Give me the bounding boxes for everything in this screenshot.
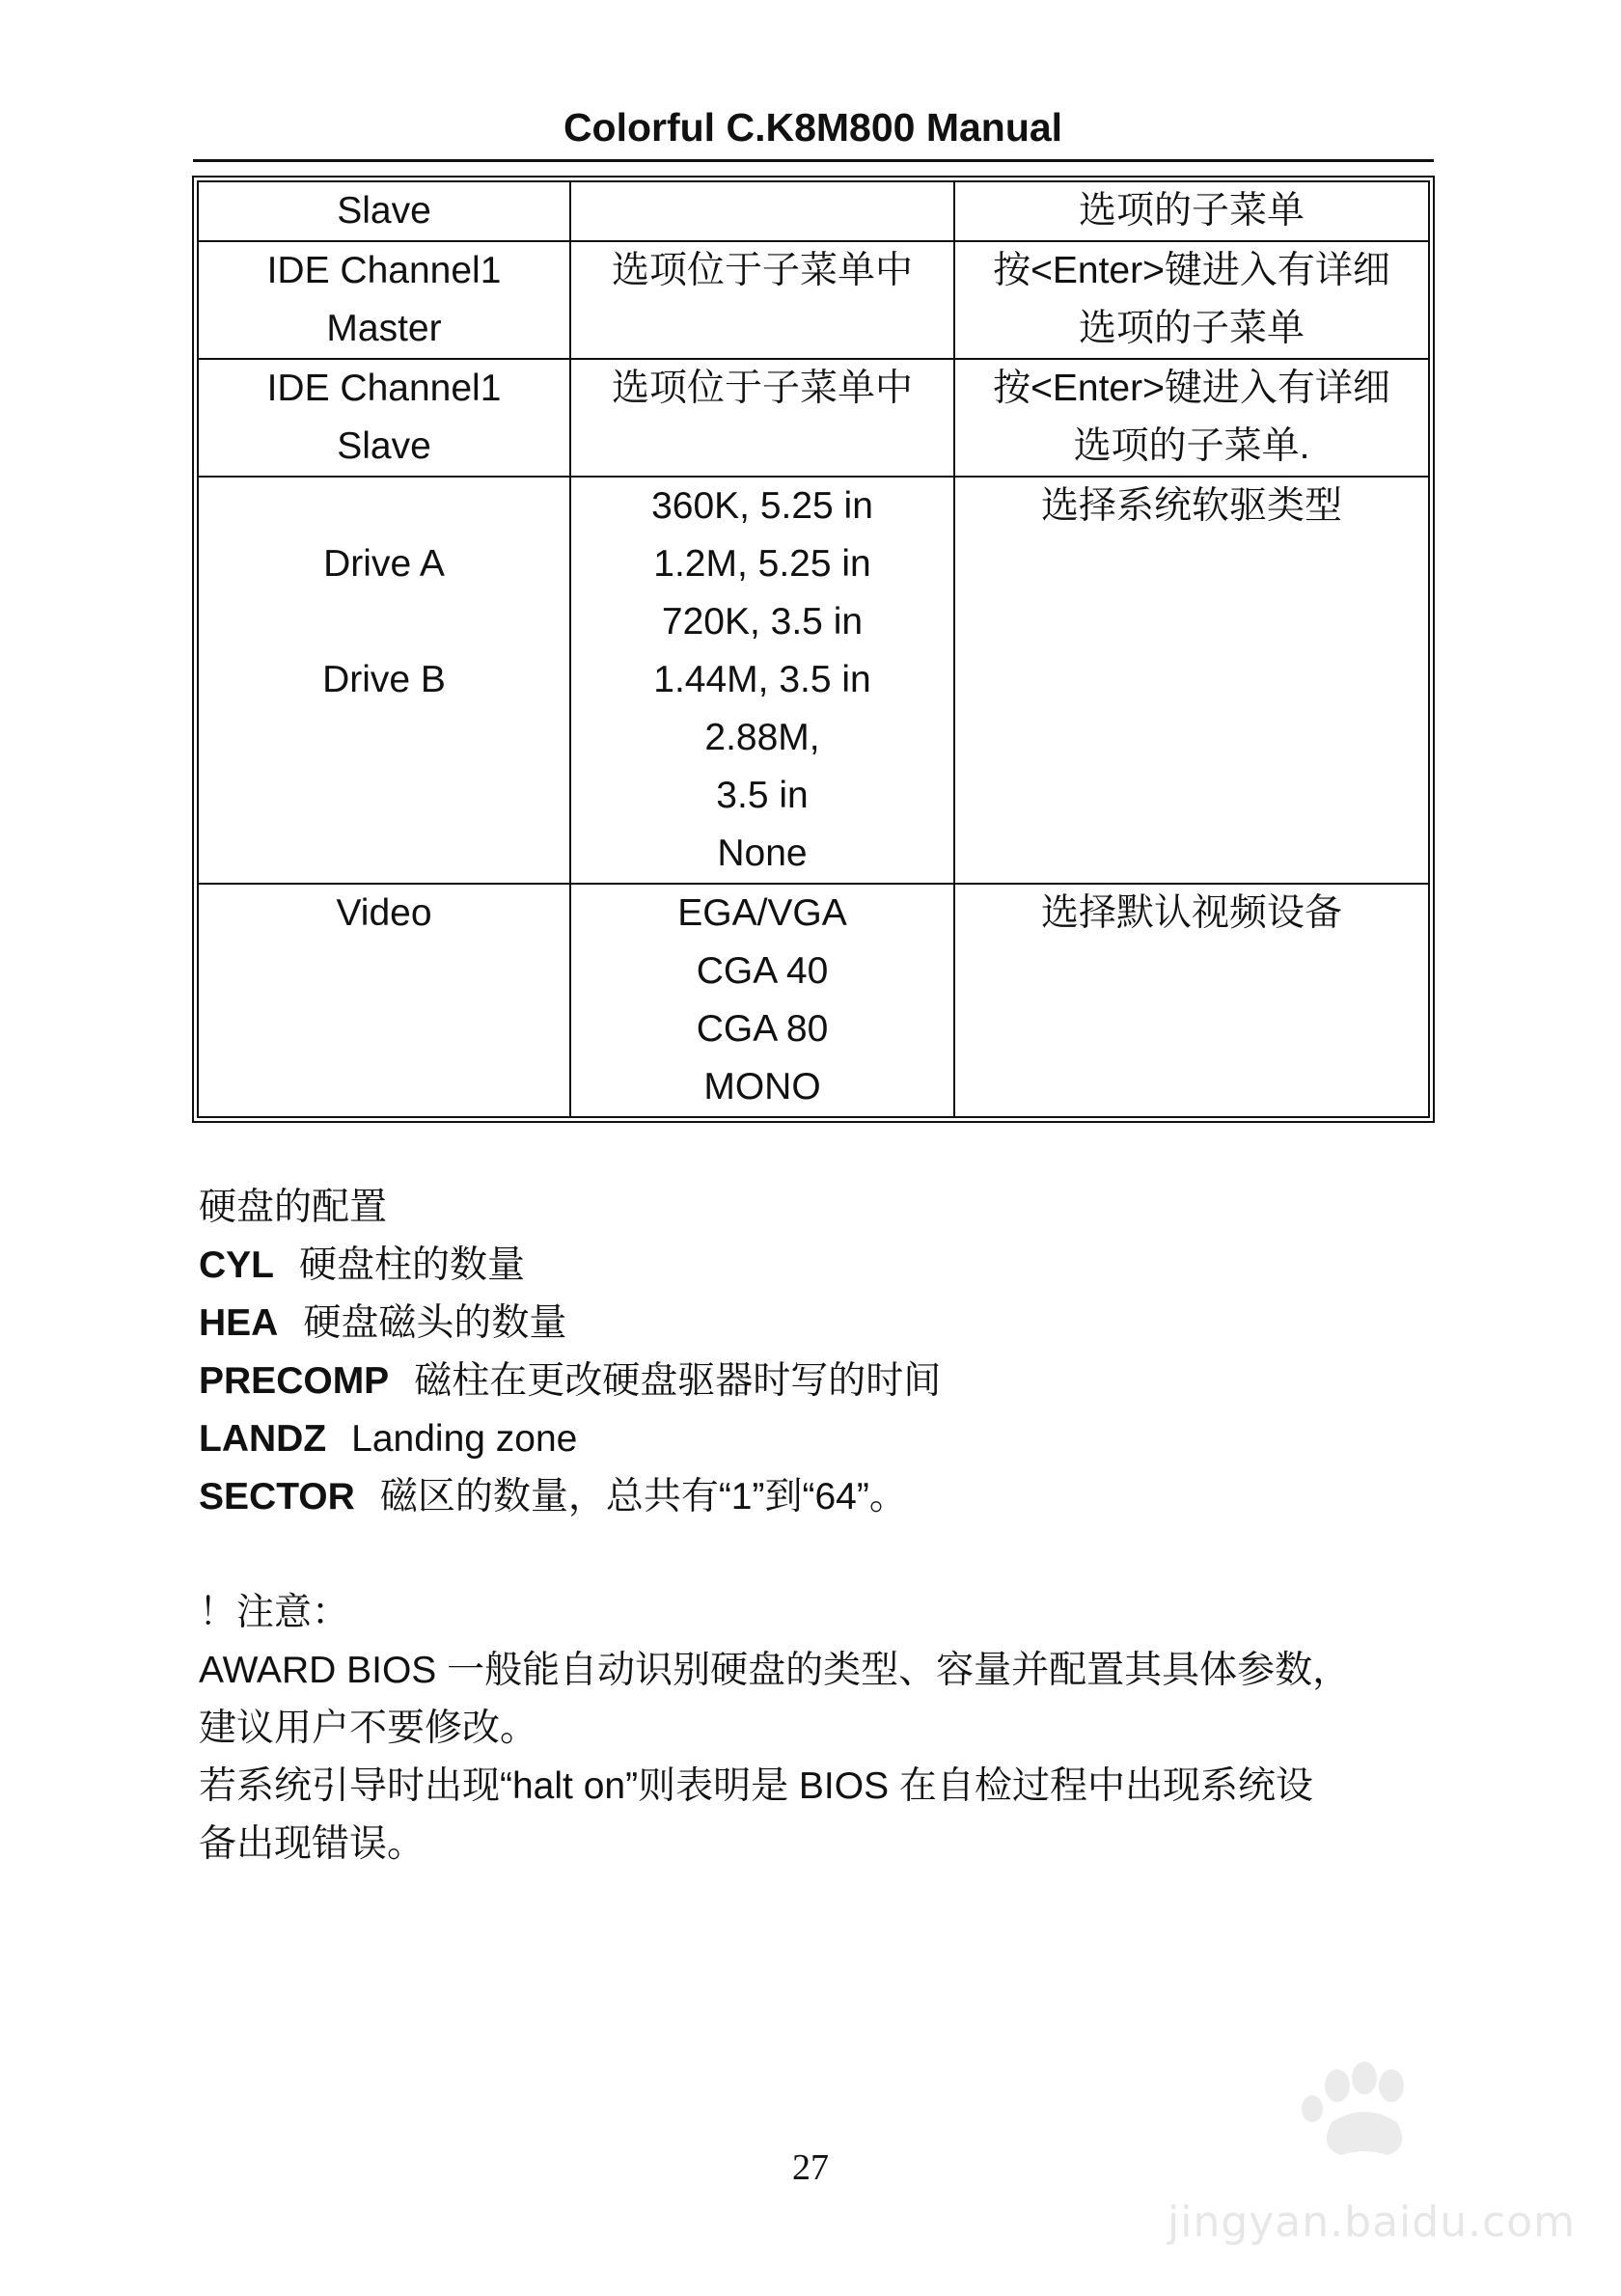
table-cell — [954, 359, 1429, 477]
cell-line: None — [717, 833, 808, 874]
table-cell — [570, 181, 954, 241]
cell-line: 选择系统软驱类型 — [1040, 485, 1342, 527]
cell-line: CGA 40 — [696, 950, 829, 992]
hdd-key: LANDZ — [199, 1418, 327, 1460]
note-title: ！注意： — [199, 1592, 350, 1633]
page-header-title: Colorful C.K8M800 Manual — [563, 105, 1063, 150]
hdd-desc: Landing zone — [351, 1418, 578, 1460]
paw-icon — [1158, 2055, 1563, 2190]
hdd-item-precomp — [199, 1353, 1443, 1410]
hdd-item-sector — [199, 1468, 1443, 1526]
bios-options-table — [192, 176, 1435, 1123]
cell-line: 选项位于子菜单中 — [611, 368, 913, 409]
table-cell — [198, 181, 570, 241]
watermark-url: jingyan.baidu.com — [1168, 2198, 1577, 2247]
cell-line: Drive A — [323, 543, 445, 585]
cell-line: 选择默认视频设备 — [1040, 892, 1342, 934]
header-rule — [193, 159, 1434, 162]
table-cell — [570, 241, 954, 359]
cell-line: 360K, 5.25 in — [651, 485, 873, 527]
cell-line: 选项的子菜单 — [1078, 190, 1305, 232]
table-cell — [198, 884, 570, 1117]
cell-line: MONO — [703, 1066, 821, 1107]
table-cell — [198, 477, 570, 884]
table-row — [198, 241, 1429, 359]
cell-line: Slave — [337, 425, 431, 467]
cell-line: CGA 80 — [696, 1008, 829, 1050]
hdd-desc: 磁区的数量，总共有“1”到“64”。 — [379, 1476, 907, 1517]
hdd-key: CYL — [199, 1244, 274, 1286]
hdd-item-landz — [199, 1410, 1443, 1468]
page-number: 27 — [792, 2147, 829, 2188]
cell-line: 按<Enter>键进入有详细 — [993, 368, 1390, 409]
cell-line: 1.44M, 3.5 in — [653, 659, 871, 700]
hdd-desc: 硬盘柱的数量 — [299, 1244, 526, 1286]
hdd-desc: 硬盘磁头的数量 — [303, 1302, 567, 1344]
table-cell — [954, 884, 1429, 1117]
note-p1-line1: AWARD BIOS 一般能自动识别硬盘的类型、容量并配置其具体参数， — [199, 1650, 1351, 1691]
note-p2-line1: 若系统引导时出现“halt on”则表明是 BIOS 在自检过程中出现系统设 — [199, 1765, 1313, 1807]
hdd-key: PRECOMP — [199, 1360, 390, 1402]
table-row — [198, 181, 1429, 241]
table-cell — [570, 477, 954, 884]
hdd-desc: 磁柱在更改硬盘驱器时写的时间 — [414, 1360, 942, 1402]
table-row — [198, 359, 1429, 477]
spacer — [203, 478, 565, 535]
cell-line: Master — [326, 308, 442, 349]
baidu-jingyan-watermark — [1129, 2055, 1577, 2267]
cell-line: Video — [336, 892, 432, 934]
cell-line: 1.2M, 5.25 in — [653, 543, 871, 585]
hdd-item-hea — [199, 1295, 1443, 1353]
notes-section — [199, 1179, 1443, 1873]
table-cell — [198, 359, 570, 477]
table-cell — [954, 477, 1429, 884]
cell-line: 按<Enter>键进入有详细 — [993, 250, 1390, 291]
cell-line: 选项的子菜单. — [1073, 425, 1310, 467]
table-row — [198, 477, 1429, 884]
hdd-key: HEA — [199, 1302, 279, 1344]
hdd-heading: 硬盘的配置 — [199, 1187, 388, 1228]
cell-line: 选项的子菜单 — [1078, 308, 1305, 349]
cell-line: 2.88M, — [704, 717, 820, 758]
note-p1-line2: 建议用户不要修改。 — [199, 1708, 538, 1749]
hdd-key: SECTOR — [199, 1476, 355, 1517]
cell-line: IDE Channel1 — [266, 368, 502, 409]
cell-line: IDE Channel1 — [266, 250, 502, 291]
table-cell — [570, 884, 954, 1117]
cell-line: 选项位于子菜单中 — [611, 250, 913, 291]
table-cell — [198, 241, 570, 359]
spacer — [199, 1526, 1443, 1584]
table-cell — [954, 181, 1429, 241]
cell-line: Slave — [337, 190, 431, 232]
cell-line: EGA/VGA — [677, 892, 847, 934]
hdd-item-cyl — [199, 1237, 1443, 1295]
table-cell — [954, 241, 1429, 359]
table-row — [198, 884, 1429, 1117]
cell-line: 3.5 in — [716, 775, 809, 816]
spacer — [203, 593, 565, 651]
empty-cell-line — [575, 182, 949, 240]
table-cell — [570, 359, 954, 477]
cell-line: 720K, 3.5 in — [661, 601, 864, 642]
cell-line: Drive B — [322, 659, 446, 700]
note-p2-line2: 备出现错误。 — [199, 1823, 426, 1865]
